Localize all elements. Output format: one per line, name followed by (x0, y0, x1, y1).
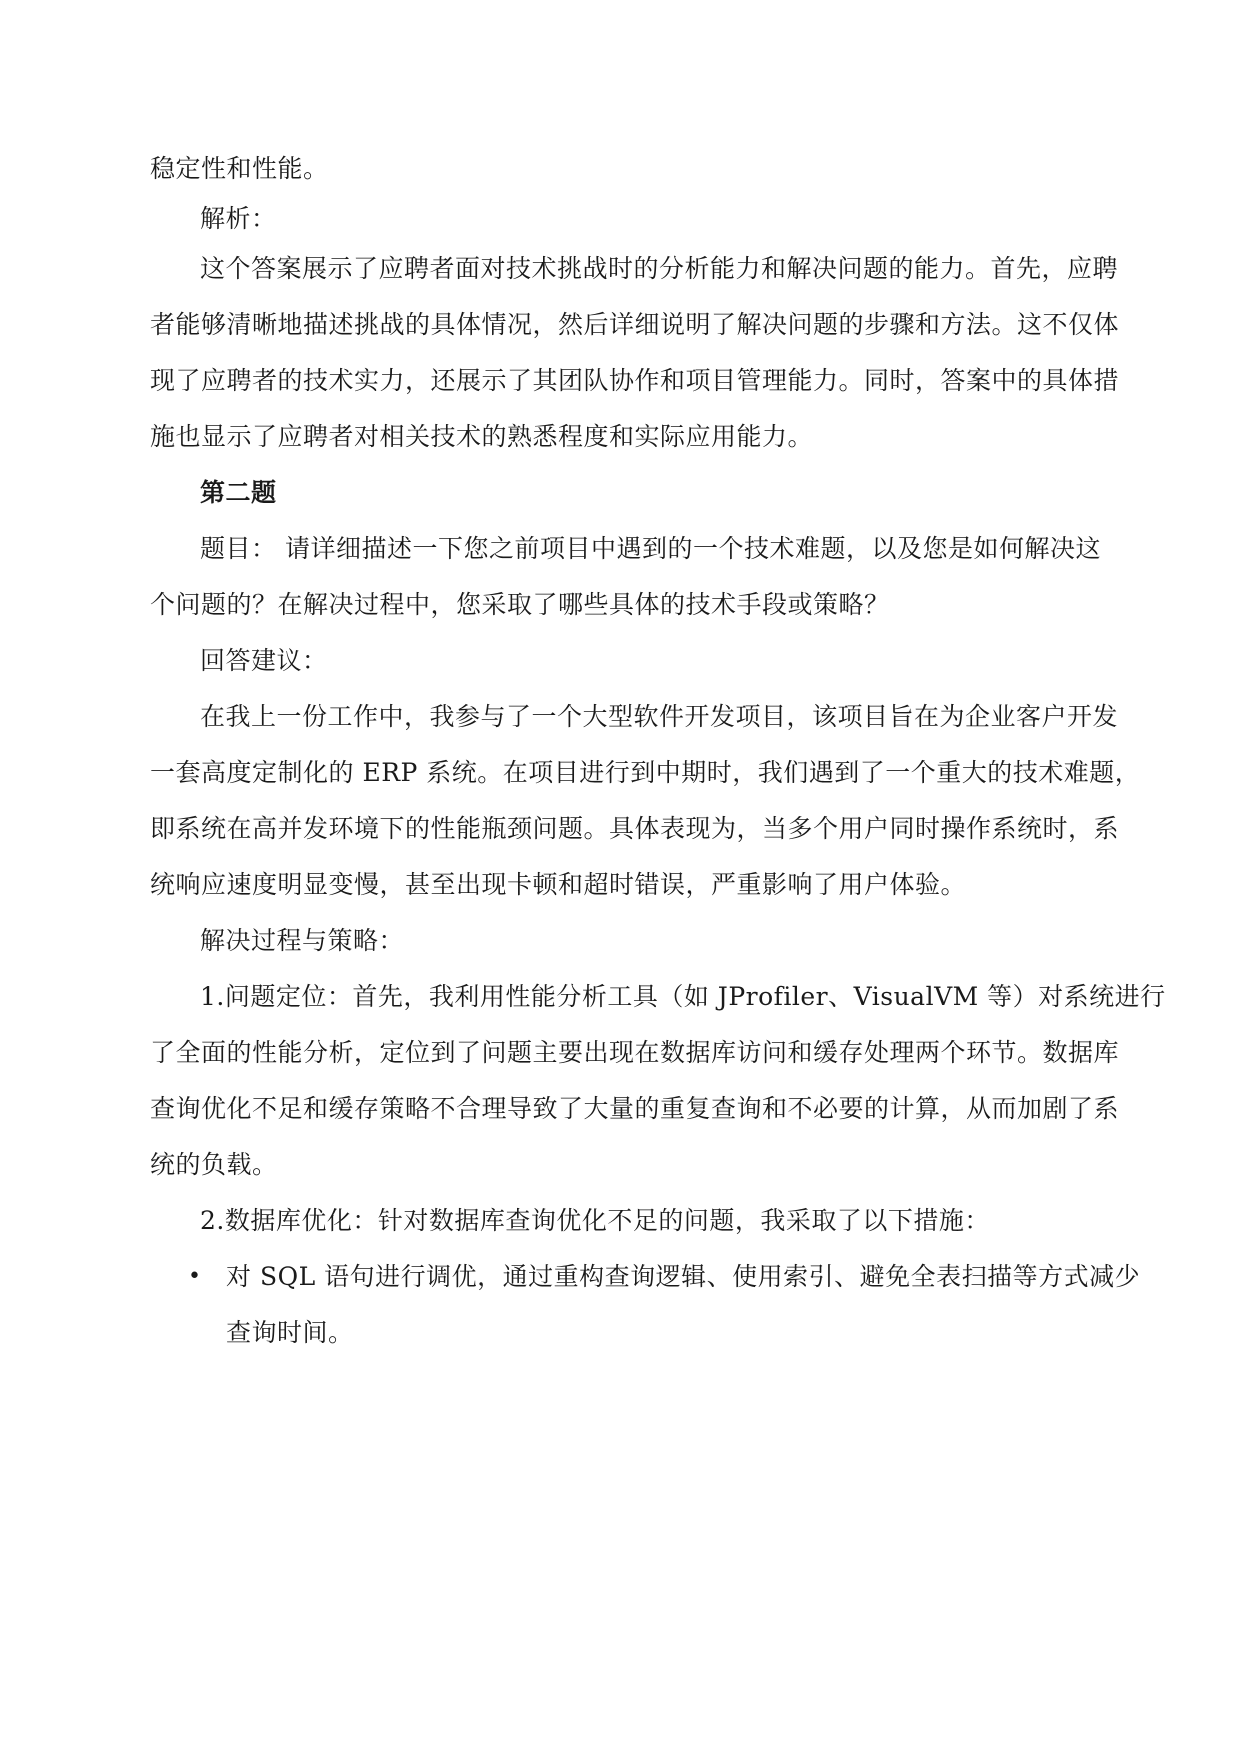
answer-suggestion-label: 回答建议： (200, 646, 328, 675)
text-line: 现了应聘者的技术实力，还展示了其团队协作和项目管理能力。同时，答案中的具体措 (150, 366, 1120, 395)
text-line: 者能够清晰地描述挑战的具体情况，然后详细说明了解决问题的步骤和方法。这不仅体 (150, 310, 1120, 339)
text-line-continuation: 稳定性和性能。 (150, 154, 329, 183)
list-item-1: 1.问题定位：首先，我利用性能分析工具（如 JProfiler、VisualVM 等）对系统进行 (200, 982, 1166, 1011)
question-text: 题目： 请详细描述一下您之前项目中遇到的一个技术难题，以及您是如何解决这 (200, 534, 1101, 563)
text-line: 一套高度定制化的 ERP 系统。在项目进行到中期时，我们遇到了一个重大的技术难题， (150, 758, 1141, 787)
text-line: 即系统在高并发环境下的性能瓶颈问题。具体表现为，当多个用户同时操作系统时，系 (150, 814, 1120, 843)
text-line: 统响应速度明显变慢，甚至出现卡顿和超时错误，严重影响了用户体验。 (150, 870, 967, 899)
text-line: 查询优化不足和缓存策略不合理导致了大量的重复查询和不必要的计算，从而加剧了系 (150, 1094, 1120, 1123)
section-heading: 第二题 (200, 478, 277, 507)
text-line: 了全面的性能分析，定位到了问题主要出现在数据库访问和缓存处理两个环节。数据库 (150, 1038, 1120, 1067)
bullet-icon: • (188, 1264, 201, 1289)
text-line: 施也显示了应聘者对相关技术的熟悉程度和实际应用能力。 (150, 422, 814, 451)
text-line: 统的负载。 (150, 1150, 278, 1179)
analysis-label: 解析： (200, 204, 277, 233)
process-label: 解决过程与策略： (200, 926, 405, 955)
bullet-item-text: 查询时间。 (226, 1318, 354, 1347)
question-text: 个问题的？在解决过程中，您采取了哪些具体的技术手段或策略？ (150, 590, 890, 619)
list-item-2: 2.数据库优化：针对数据库查询优化不足的问题，我采取了以下措施： (200, 1206, 990, 1235)
text-line: 在我上一份工作中，我参与了一个大型软件开发项目，该项目旨在为企业客户开发 (200, 702, 1119, 731)
text-line: 这个答案展示了应聘者面对技术挑战时的分析能力和解决问题的能力。首先，应聘 (200, 254, 1119, 283)
bullet-item-text: 对 SQL 语句进行调优，通过重构查询逻辑、使用索引、避免全表扫描等方式减少 (226, 1262, 1141, 1291)
